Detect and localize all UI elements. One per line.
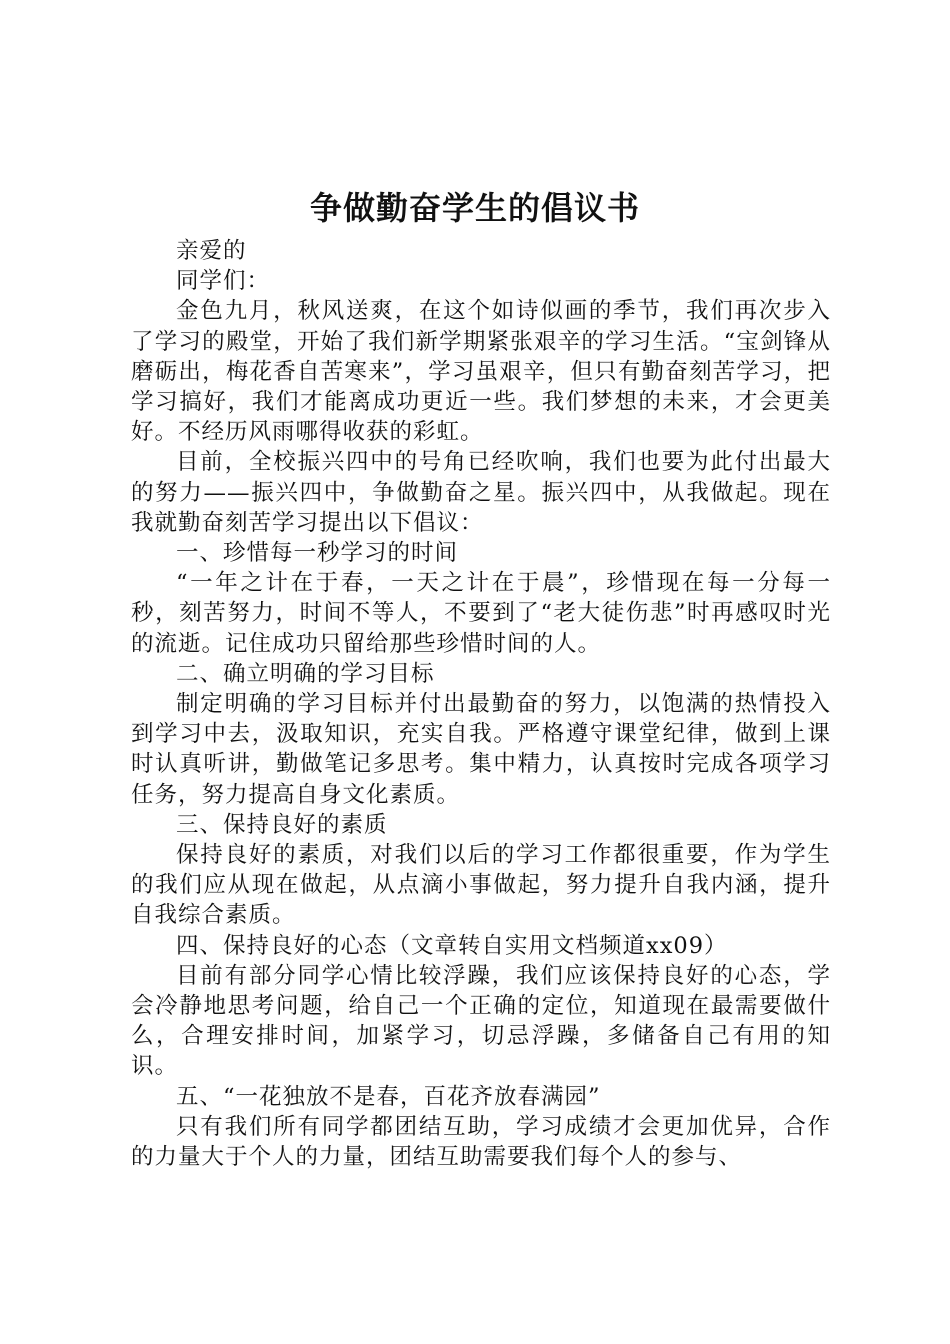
section-heading: 三、保持良好的素质 [176,811,388,838]
section-heading: 五、“一花独放不是春，百花齐放春满园” [176,1083,601,1110]
document-body [131,236,831,1172]
body-paragraph: 制定明确的学习目标并付出最勤奋的努力，以饱满的热情投入到学习中去，汲取知识，充实自我。严格遵守课堂纪律，做到上课时认真听讲，勤做笔记多思考。集中精力，认真按时完成各项学习任务，努力提高自身文化素质。 [131,691,831,808]
document-title: 争做勤奋学生的倡议书 [309,189,640,227]
body-paragraph: 金色九月，秋风送爽，在这个如诗似画的季节，我们再次步入了学习的殿堂，开始了我们新学期紧张艰辛的学习生活。“宝剑锋从磨砺出，梅花香自苦寒来”，学习虽艰辛，但只有勤奋刻苦学习，把学习搞好，我们才能离成功更近一些。我们梦想的未来，才会更美好。不经历风雨哪得收获的彩虹。 [131,298,831,446]
body-paragraph: 保持良好的素质，对我们以后的学习工作都很重要，作为学生的我们应从现在做起，从点滴小事做起，努力提升自我内涵，提升自我综合素质。 [131,842,831,929]
salutation-line-2: 同学们： [176,268,271,295]
section-heading: 二、确立明确的学习目标 [176,660,435,687]
section-heading: 四、保持良好的心态（文章转自实用文档频道xx09） [176,932,728,959]
body-paragraph: 目前，全校振兴四中的号角已经吹响，我们也要为此付出最大的努力——振兴四中，争做勤奋之星。振兴四中，从我做起。现在我就勤奋刻苦学习提出以下倡议： [131,449,831,536]
body-paragraph: 目前有部分同学心情比较浮躁，我们应该保持良好的心态，学会冷静地思考问题，给自己一个正确的定位，知道现在最需要做什么，合理安排时间，加紧学习，切忌浮躁，多储备自己有用的知识。 [131,962,831,1080]
body-paragraph: 只有我们所有同学都团结互助，学习成绩才会更加优异，合作的力量大于个人的力量，团结互助需要我们每个人的参与、 [131,1113,831,1171]
body-paragraph: “一年之计在于春，一天之计在于晨”，珍惜现在每一分每一秒，刻苦努力，时间不等人，不要到了“老大徒伤悲”时再感叹时光的流逝。记住成功只留给那些珍惜时间的人。 [131,570,831,657]
salutation-line-1: 亲爱的 [176,238,247,264]
section-heading: 一、珍惜每一秒学习的时间 [176,540,459,567]
